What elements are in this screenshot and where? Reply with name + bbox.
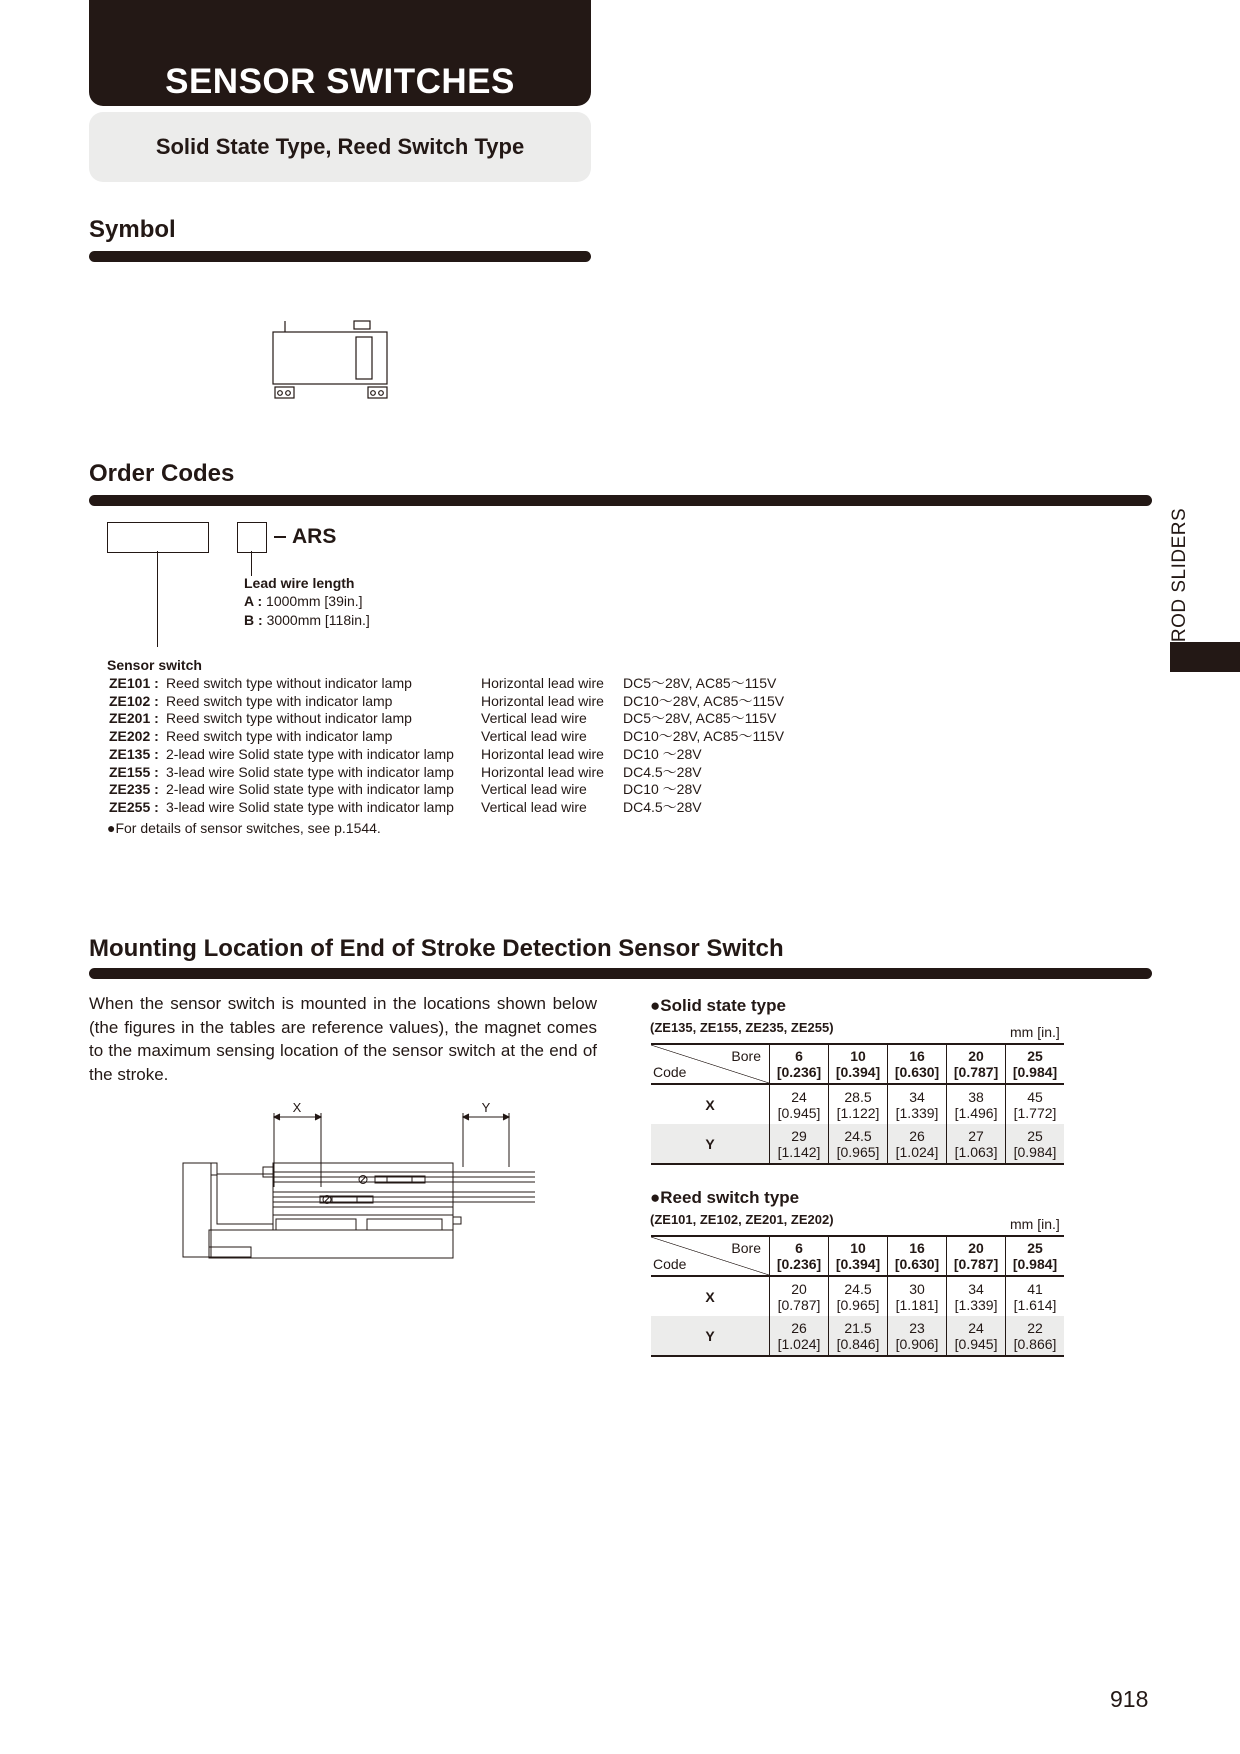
title-banner	[89, 0, 591, 106]
bore-16: 16 [0.630]	[888, 1236, 947, 1276]
mounting-heading: Mounting Location of End of Stroke Detection Sensor Switch	[89, 935, 784, 962]
bore-6: 6 [0.236]	[770, 1044, 829, 1084]
sensor-switch-list	[107, 675, 867, 820]
bore-code-cell: Bore Code	[651, 1044, 770, 1084]
solid-state-table	[651, 1043, 1064, 1165]
dimension-x-label: X	[292, 1100, 302, 1115]
reed-switch-unit: mm [in.]	[1010, 1216, 1060, 1232]
mounting-heading-bar	[89, 968, 1152, 979]
table-row: Y 29 [1.142] 24.5 [0.965] 26 [1.024] 27 [1.063] 25 [0.984]	[651, 1124, 1064, 1164]
reed-switch-models: (ZE101, ZE102, ZE201, ZE202)	[650, 1212, 834, 1227]
bore-code-cell: Bore Code	[651, 1236, 770, 1276]
side-section-label: ROD SLIDERS	[1169, 507, 1190, 643]
bore-10: 10 [0.394]	[829, 1236, 888, 1276]
list-item: ZE135 : 2-lead wire Solid state type with indicator lamp Horizontal lead wire DC10 ～28V	[109, 745, 702, 762]
list-item: ZE155 : 3-lead wire Solid state type with indicator lamp Horizontal lead wire DC4.5～28V	[109, 763, 702, 780]
sensor-code-box	[107, 522, 209, 553]
page-subtitle: Solid State Type, Reed Switch Type	[155, 134, 525, 159]
list-item: ZE235 : 2-lead wire Solid state type with indicator lamp Vertical lead wire DC10 ～28V	[109, 781, 702, 798]
table-row: X 24 [0.945] 28.5 [1.122] 34 [1.339] 38 [1.496] 45 [1.772]	[651, 1084, 1064, 1124]
sensor-details-note: ●For details of sensor switches, see p.1544.	[107, 820, 381, 836]
sensor-code-leader	[157, 551, 158, 647]
bore-20: 20 [0.787]	[947, 1044, 1006, 1084]
order-codes-heading-bar	[89, 495, 1152, 506]
list-item: ZE102 : Reed switch type with indicator lamp Horizontal lead wire DC10～28V, AC85～115V	[109, 692, 785, 709]
page-number: 918	[1110, 1686, 1149, 1712]
side-tab-marker	[1170, 642, 1240, 672]
reed-switch-table-title: ●Reed switch type	[650, 1188, 800, 1207]
bore-6: 6 [0.236]	[770, 1236, 829, 1276]
table-row: Y 26 [1.024] 21.5 [0.846] 23 [0.906] 24 [0.945] 22 [0.866]	[651, 1316, 1064, 1356]
code-dash	[274, 536, 286, 538]
mounting-location-diagram	[180, 1097, 540, 1267]
bore-10: 10 [0.394]	[829, 1044, 888, 1084]
table-header-row	[651, 1044, 1064, 1084]
solid-state-unit: mm [in.]	[1010, 1024, 1060, 1040]
symbol-heading-bar	[89, 251, 591, 262]
reed-switch-table	[651, 1235, 1064, 1357]
subtitle-banner	[89, 112, 591, 182]
table-header-row	[651, 1236, 1064, 1276]
lead-wire-title: Lead wire length	[244, 575, 355, 591]
order-suffix: ARS	[292, 525, 337, 548]
lead-wire-code-box	[237, 522, 267, 553]
symbol-heading: Symbol	[89, 216, 176, 243]
lead-wire-code-leader	[251, 551, 252, 576]
sensor-switch-symbol-icon	[265, 315, 395, 402]
solid-state-models: (ZE135, ZE155, ZE235, ZE255)	[650, 1020, 834, 1035]
list-item: ZE201 : Reed switch type without indicator lamp Vertical lead wire DC5～28V, AC85～115V	[109, 710, 777, 727]
lead-wire-option-a: A : 1000mm [39in.]	[244, 593, 363, 609]
solid-state-table-title: ●Solid state type	[650, 996, 786, 1015]
lead-wire-option-b: B : 3000mm [118in.]	[244, 612, 370, 628]
list-item: ZE255 : 3-lead wire Solid state type with indicator lamp Vertical lead wire DC4.5～28V	[109, 798, 702, 815]
table-row: X 20 [0.787] 24.5 [0.965] 30 [1.181] 34 [1.339] 41 [1.614]	[651, 1276, 1064, 1316]
mounting-description: When the sensor switch is mounted in the locations shown below (the figures in the tables are reference values), the magnet comes to the maximum sensing location of the sensor switch at the end of the stroke.	[89, 994, 597, 1084]
sensor-switch-title: Sensor switch	[107, 657, 202, 673]
dimension-y-label: Y	[481, 1100, 491, 1115]
bore-20: 20 [0.787]	[947, 1236, 1006, 1276]
list-item: ZE202 : Reed switch type with indicator lamp Vertical lead wire DC10～28V, AC85～115V	[109, 728, 785, 745]
bore-25: 25 [0.984]	[1006, 1044, 1064, 1084]
order-codes-heading: Order Codes	[89, 460, 235, 487]
bore-16: 16 [0.630]	[888, 1044, 947, 1084]
bore-25: 25 [0.984]	[1006, 1236, 1064, 1276]
page-title: SENSOR SWITCHES	[165, 62, 515, 101]
list-item: ZE101 : Reed switch type without indicator lamp Horizontal lead wire DC5～28V, AC85～115V	[109, 675, 777, 691]
